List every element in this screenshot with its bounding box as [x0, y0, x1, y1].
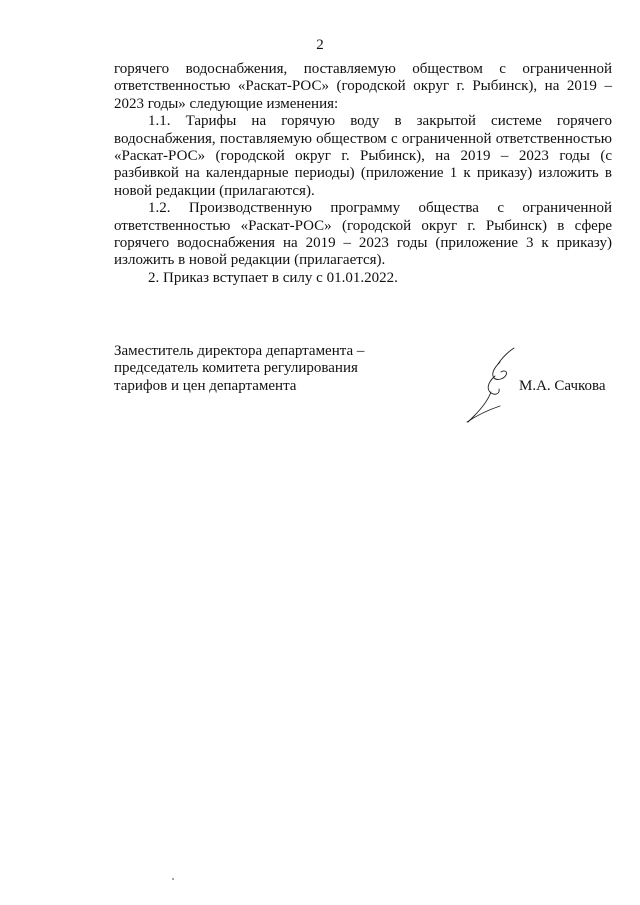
signer-title-line: председатель комитета регулирования — [114, 360, 358, 377]
signer-title-line: Заместитель директора департамента – — [114, 343, 365, 359]
signer-title — [114, 343, 404, 395]
footer-mark — [172, 878, 174, 880]
document-body — [114, 61, 612, 287]
signer-name: М.А. Сачкова — [519, 377, 606, 394]
paragraph-item-1-1: 1.1. Тарифы на горячую воду в закрытой системе горячего водоснабжения, поставляемую обществом с ограниченной ответственностью «Раскат-РОС» (городской округ г. Рыбинск), на 2019 – 2023 годы (с разбивкой на календарные периоды) (приложение 1 к приказу) изложить в новой редакции (прилагаются). — [114, 113, 612, 199]
signature-block — [114, 343, 614, 423]
page-number: 2 — [316, 37, 324, 53]
paragraph-item-1-2: 1.2. Производственную программу общества с ограниченной ответственностью «Раскат-РОС» (городской округ г. Рыбинск) в сфере горячего водоснабжения на 2019 – 2023 годы (приложение 3 к приказу) изложить в новой редакции (прилагается). — [114, 200, 612, 269]
signer-title-line: тарифов и цен департамента — [114, 377, 297, 394]
handwritten-signature-icon — [464, 346, 526, 424]
paragraph-intro-continuation: горячего водоснабжения, поставляемую обществом с ограниченной ответственностью «Раскат-РОС» (городской округ г. Рыбинск), на 2019 – 2023 годы» следующие изменения: — [114, 61, 612, 112]
paragraph-item-2: 2. Приказ вступает в силу с 01.01.2022. — [148, 269, 398, 286]
